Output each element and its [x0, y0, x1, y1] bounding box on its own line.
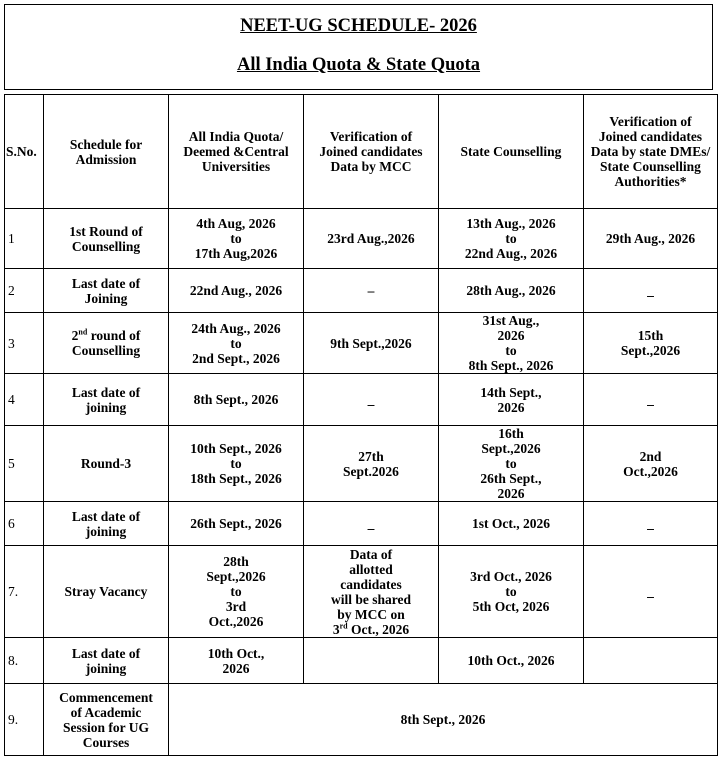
state-counselling-cell: 16th Sept.,2026 to 26th Sept., 2026 [439, 426, 584, 502]
mcc-verify-cell: 23rd Aug.,2026 [304, 209, 439, 269]
aiq-date-cell: 10th Sept., 2026 to 18th Sept., 2026 [169, 426, 304, 502]
state-counselling-cell: 14th Sept., 2026 [439, 374, 584, 426]
mcc-verify-cell: 27th Sept.2026 [304, 426, 439, 502]
aiq-date-cell: 24th Aug., 2026 to 2nd Sept., 2026 [169, 313, 304, 374]
table-row [5, 209, 718, 269]
header-state-verify: Verification of Joined candidates Data by state DMEs/ State Counselling Authorities* [584, 95, 718, 209]
state-verify-cell: _ [584, 546, 718, 638]
mcc-verify-cell: _ [304, 374, 439, 426]
state-verify-cell: _ [584, 269, 718, 313]
aiq-date-cell: 10th Oct., 2026 [169, 638, 304, 684]
header-state: State Counselling [439, 95, 584, 209]
page-subtitle: All India Quota & State Quota [236, 55, 481, 75]
aiq-date-cell: 4th Aug, 2026 to 17th Aug,2026 [169, 209, 304, 269]
state-counselling-cell: 28th Aug., 2026 [439, 269, 584, 313]
header-aiq: All India Quota/ Deemed &Central Universities [169, 95, 304, 209]
table-row [5, 638, 718, 684]
schedule-cell: Last date of joining [44, 638, 169, 684]
table-row [5, 374, 718, 426]
schedule-cell: Commencement of Academic Session for UG Courses [44, 684, 169, 756]
schedule-cell: Last date of Joining [44, 269, 169, 313]
sno-cell: 2 [5, 269, 44, 313]
state-verify-cell: 2nd Oct.,2026 [584, 426, 718, 502]
schedule-table [4, 94, 718, 756]
sno-cell: 9. [5, 684, 44, 756]
state-counselling-cell: 13th Aug., 2026 to 22nd Aug., 2026 [439, 209, 584, 269]
state-counselling-cell: 3rd Oct., 2026 to 5th Oct, 2026 [439, 546, 584, 638]
schedule-cell: Stray Vacancy [44, 546, 169, 638]
table-row [5, 313, 718, 374]
schedule-cell: 1st Round of Counselling [44, 209, 169, 269]
session-date-cell: 8th Sept., 2026 [169, 684, 718, 756]
schedule-cell: Round-3 [44, 426, 169, 502]
header-sno: S.No. [5, 95, 44, 209]
state-counselling-cell: 31st Aug., 2026 to 8th Sept., 2026 [439, 313, 584, 374]
state-verify-cell: _ [584, 374, 718, 426]
state-counselling-cell: 10th Oct., 2026 [439, 638, 584, 684]
mcc-verify-cell: – [304, 269, 439, 313]
sno-cell: 5 [5, 426, 44, 502]
aiq-date-cell: 22nd Aug., 2026 [169, 269, 304, 313]
header-mcc-verify: Verification of Joined candidates Data by MCC [304, 95, 439, 209]
aiq-date-cell: 26th Sept., 2026 [169, 502, 304, 546]
sno-cell: 8. [5, 638, 44, 684]
table-row [5, 502, 718, 546]
state-verify-cell: 15th Sept.,2026 [584, 313, 718, 374]
mcc-verify-cell [304, 638, 439, 684]
mcc-verify-cell: Data of allotted candidates will be shared by MCC on 3rd Oct., 2026 [304, 546, 439, 638]
sno-cell: 7. [5, 546, 44, 638]
schedule-cell: Last date of joining [44, 374, 169, 426]
state-verify-cell: _ [584, 502, 718, 546]
sno-cell: 6 [5, 502, 44, 546]
sno-cell: 3 [5, 313, 44, 374]
state-counselling-cell: 1st Oct., 2026 [439, 502, 584, 546]
schedule-cell: Last date of joining [44, 502, 169, 546]
schedule-cell: 2nd round of Counselling [44, 313, 169, 374]
state-verify-cell [584, 638, 718, 684]
header-row [5, 95, 718, 209]
aiq-date-cell: 8th Sept., 2026 [169, 374, 304, 426]
sno-cell: 1 [5, 209, 44, 269]
title-box [4, 4, 713, 90]
header-schedule: Schedule for Admission [44, 95, 169, 209]
mcc-verify-cell: _ [304, 502, 439, 546]
table-row [5, 426, 718, 502]
table-row [5, 269, 718, 313]
sno-cell: 4 [5, 374, 44, 426]
page-title: NEET-UG SCHEDULE- 2026 [240, 16, 477, 36]
table-row [5, 546, 718, 638]
state-verify-cell: 29th Aug., 2026 [584, 209, 718, 269]
table-row [5, 684, 718, 756]
mcc-verify-cell: 9th Sept.,2026 [304, 313, 439, 374]
aiq-date-cell: 28th Sept.,2026 to 3rd Oct.,2026 [169, 546, 304, 638]
